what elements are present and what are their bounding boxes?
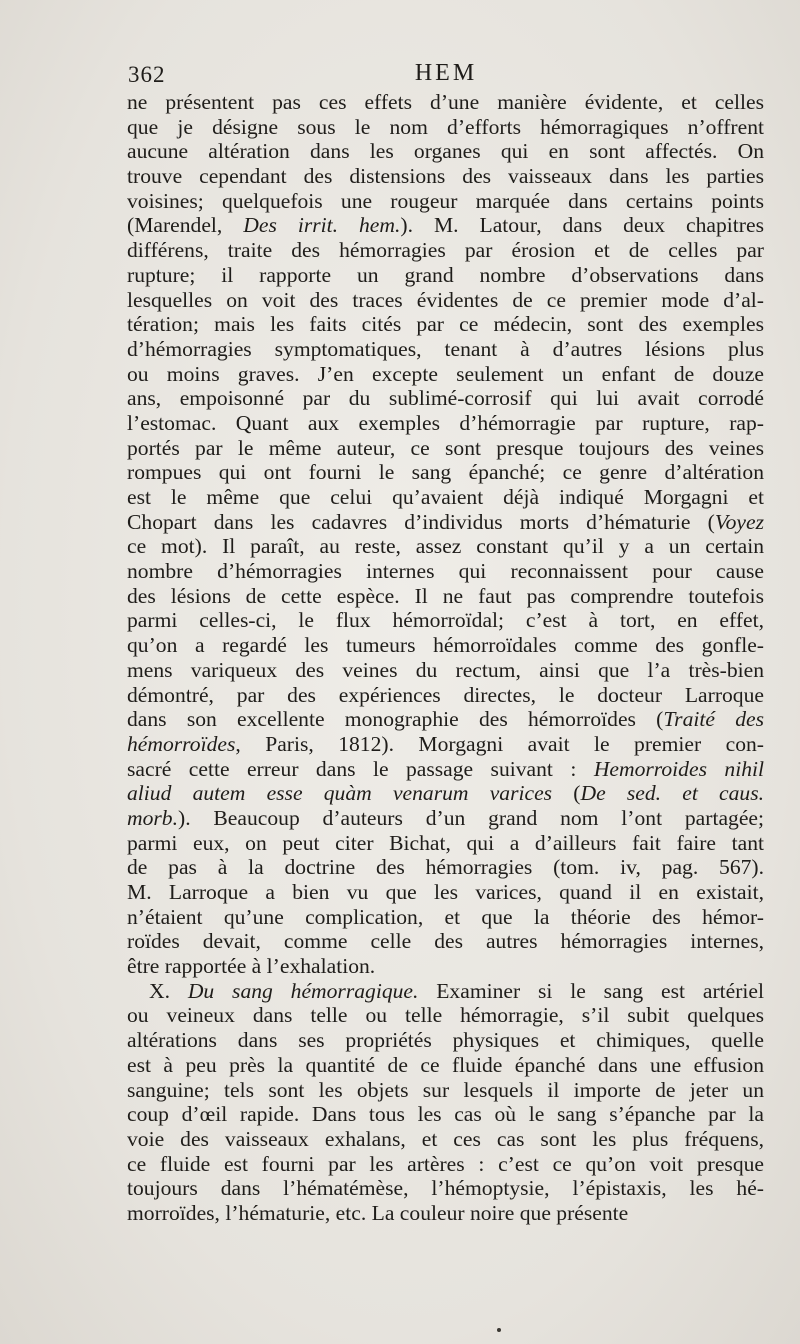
text-line: est le même que celui qu’avaient déjà indiqué Morgagni et bbox=[127, 485, 764, 509]
page-header bbox=[128, 60, 764, 92]
text-line: parmi eux, on peut citer Bichat, qui a d’ailleurs fait faire tant bbox=[127, 830, 764, 855]
text-line: que je désigne sous le nom d’efforts hémorragiques n’offrent bbox=[127, 114, 764, 139]
running-head: HEM bbox=[414, 60, 478, 86]
text-line: lesquelles on voit des traces évidentes de ce premier mode d’al- bbox=[127, 287, 764, 312]
text-line: portés par le même auteur, ce sont presque toujours des veines bbox=[127, 435, 764, 460]
text-line: sanguine; tels sont les objets sur lesquels il importe de jeter un bbox=[127, 1077, 764, 1102]
text-line: l’estomac. Quant aux exemples d’hémorragie par rupture, rap- bbox=[127, 410, 764, 435]
text-line: mens variqueux des veines du rectum, ainsi que l’a très-bien bbox=[127, 657, 764, 682]
text-line: rompues qui ont fourni le sang épanché; ce genre d’altération bbox=[127, 460, 764, 485]
text-line: (Marendel, Des irrit. hem.). M. Latour, dans deux chapitres bbox=[127, 213, 764, 238]
text-line: voie des vaisseaux exhalans, et ces cas sont les plus fréquens, bbox=[127, 1126, 764, 1151]
text-line: Chopart dans les cadavres d’individus morts d’hématurie (Voyez bbox=[127, 509, 764, 534]
text-line: coup d’œil rapide. Dans tous les cas où le sang s’épanche par la bbox=[127, 1102, 764, 1127]
text-line: différens, traite des hémorragies par érosion et de celles par bbox=[127, 238, 764, 263]
text-line: altérations dans ses propriétés physiques et chimiques, quelle bbox=[127, 1028, 764, 1053]
text-line: hémorroïdes, Paris, 1812). Morgagni avait le premier con- bbox=[127, 731, 764, 756]
text-line: X. Du sang hémorragique. Examiner si le sang est artériel bbox=[149, 978, 764, 1003]
text-line: nombre d’hémorragies internes qui reconnaissent pour cause bbox=[127, 559, 764, 584]
text-line: parmi celles-ci, le flux hémorroïdal; c’est à tort, en effet, bbox=[127, 608, 764, 633]
text-line: aliud autem esse quàm venarum varices (De sed. et caus. bbox=[127, 781, 765, 806]
text-line: des lésions de cette espèce. Il ne faut pas comprendre toutefois bbox=[127, 583, 764, 608]
text-line: ce mot). Il paraît, au reste, assez constant qu’il y a un certain bbox=[127, 534, 764, 559]
text-line: ou moins graves. J’en excepte seulement un enfant de douze bbox=[127, 361, 764, 386]
text-line: ne présentent pas ces effets d’une manière évidente, et celles bbox=[127, 90, 764, 114]
text-line: toujours dans l’hématémèse, l’hémoptysie, l’épistaxis, les hé- bbox=[127, 1176, 764, 1201]
text-line: ce fluide est fourni par les artères : c’est ce qu’on voit presque bbox=[127, 1151, 764, 1176]
text-line: de pas à la doctrine des hémorragies (tom. iv, pag. 567). bbox=[127, 855, 764, 880]
text-line: dans son excellente monographie des hémorroïdes (Traité des bbox=[127, 707, 764, 732]
text-line: morroïdes, l’hématurie, etc. La couleur noire que présente bbox=[127, 1200, 629, 1225]
text-line: est à peu près la quantité de ce fluide épanché dans une effusion bbox=[127, 1052, 764, 1077]
text-line: morb.). Beaucoup d’auteurs d’un grand nom l’ont partagée; bbox=[127, 805, 764, 830]
text-line: aucune altération dans les organes qui en sont affectés. On bbox=[127, 139, 764, 164]
text-line: rupture; il rapporte un grand nombre d’observations dans bbox=[127, 262, 764, 287]
text-line: d’hémorragies symptomatiques, tenant à d’autres lésions plus bbox=[127, 336, 764, 361]
ink-speck bbox=[497, 1328, 501, 1332]
text-line: être rapportée à l’exhalation. bbox=[127, 954, 376, 979]
text-line: trouve cependant des distensions des vaisseaux dans les parties bbox=[127, 164, 764, 189]
text-line: M. Larroque a bien vu que les varices, quand il en existait, bbox=[127, 880, 764, 904]
text-line: roïdes devait, comme celle des autres hémorragies internes, bbox=[127, 929, 764, 954]
text-line: tération; mais les faits cités par ce médecin, sont des exemples bbox=[127, 312, 764, 337]
text-line: démontré, par des expériences directes, le docteur Larroque bbox=[127, 682, 764, 707]
text-line: ou veineux dans telle ou telle hémorragie, s’il subit quelques bbox=[127, 1003, 764, 1028]
text-line: n’étaient qu’une complication, et que la théorie des hémor- bbox=[127, 904, 764, 929]
text-line: voisines; quelquefois une rougeur marquée dans certains points bbox=[127, 188, 764, 213]
text-line: qu’on a regardé les tumeurs hémorroïdales comme des gonfle- bbox=[127, 633, 764, 658]
text-line: ans, empoisonné par du sublimé-corrosif qui lui avait corrodé bbox=[127, 386, 764, 411]
page-number: 362 bbox=[128, 62, 166, 87]
text-line: sacré cette erreur dans le passage suivant : Hemorroides nihil bbox=[127, 756, 764, 781]
body-text bbox=[127, 90, 764, 1226]
